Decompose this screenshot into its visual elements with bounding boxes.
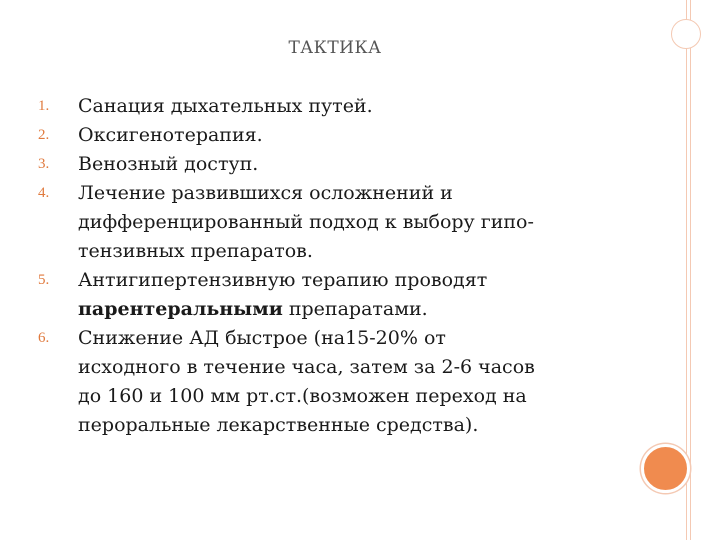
item-number: 1. [38,98,50,114]
item-text-line: исходного в течение часа, затем за 2-6 часов [78,356,535,378]
list-item [38,266,618,324]
list-item [38,150,618,179]
slide-title: ТАКТИКА [288,38,382,58]
decorative-circle-bottom [641,444,690,493]
item-text-line: Лечение развившихся осложнений и [78,182,453,204]
list-item [38,121,618,150]
frame-line-right [690,0,691,540]
decorative-circle-top [671,19,701,49]
item-text-rest: препаратами. [282,298,428,320]
tactics-list [38,92,618,440]
item-text [78,324,535,440]
item-text-line: до 160 и 100 мм рт.ст.(возможен переход на [78,385,527,407]
list-item [38,179,618,266]
item-text [78,179,534,266]
item-text [78,266,487,324]
item-text: Венозный доступ. [78,153,259,175]
item-text-line: пероральные лекарственные средства). [78,414,479,436]
list-item [38,324,618,440]
item-number: 5. [38,272,50,288]
item-text: Санация дыхательных путей. [78,95,373,117]
item-number: 4. [38,185,50,201]
item-text-line: Снижение АД быстрое (на15-20% от [78,327,446,349]
item-text: Оксигенотерапия. [78,124,263,146]
item-text-bold: парентеральными [78,298,283,320]
item-number: 3. [38,156,50,172]
list-item [38,92,618,121]
item-text-line: дифференцированный подход к выбору гипо- [78,211,534,233]
item-number: 2. [38,127,50,143]
item-number: 6. [38,330,50,346]
item-text-line: тензивных препаратов. [78,240,313,262]
item-text-line: Антигипертензивную терапию проводят [78,269,488,291]
